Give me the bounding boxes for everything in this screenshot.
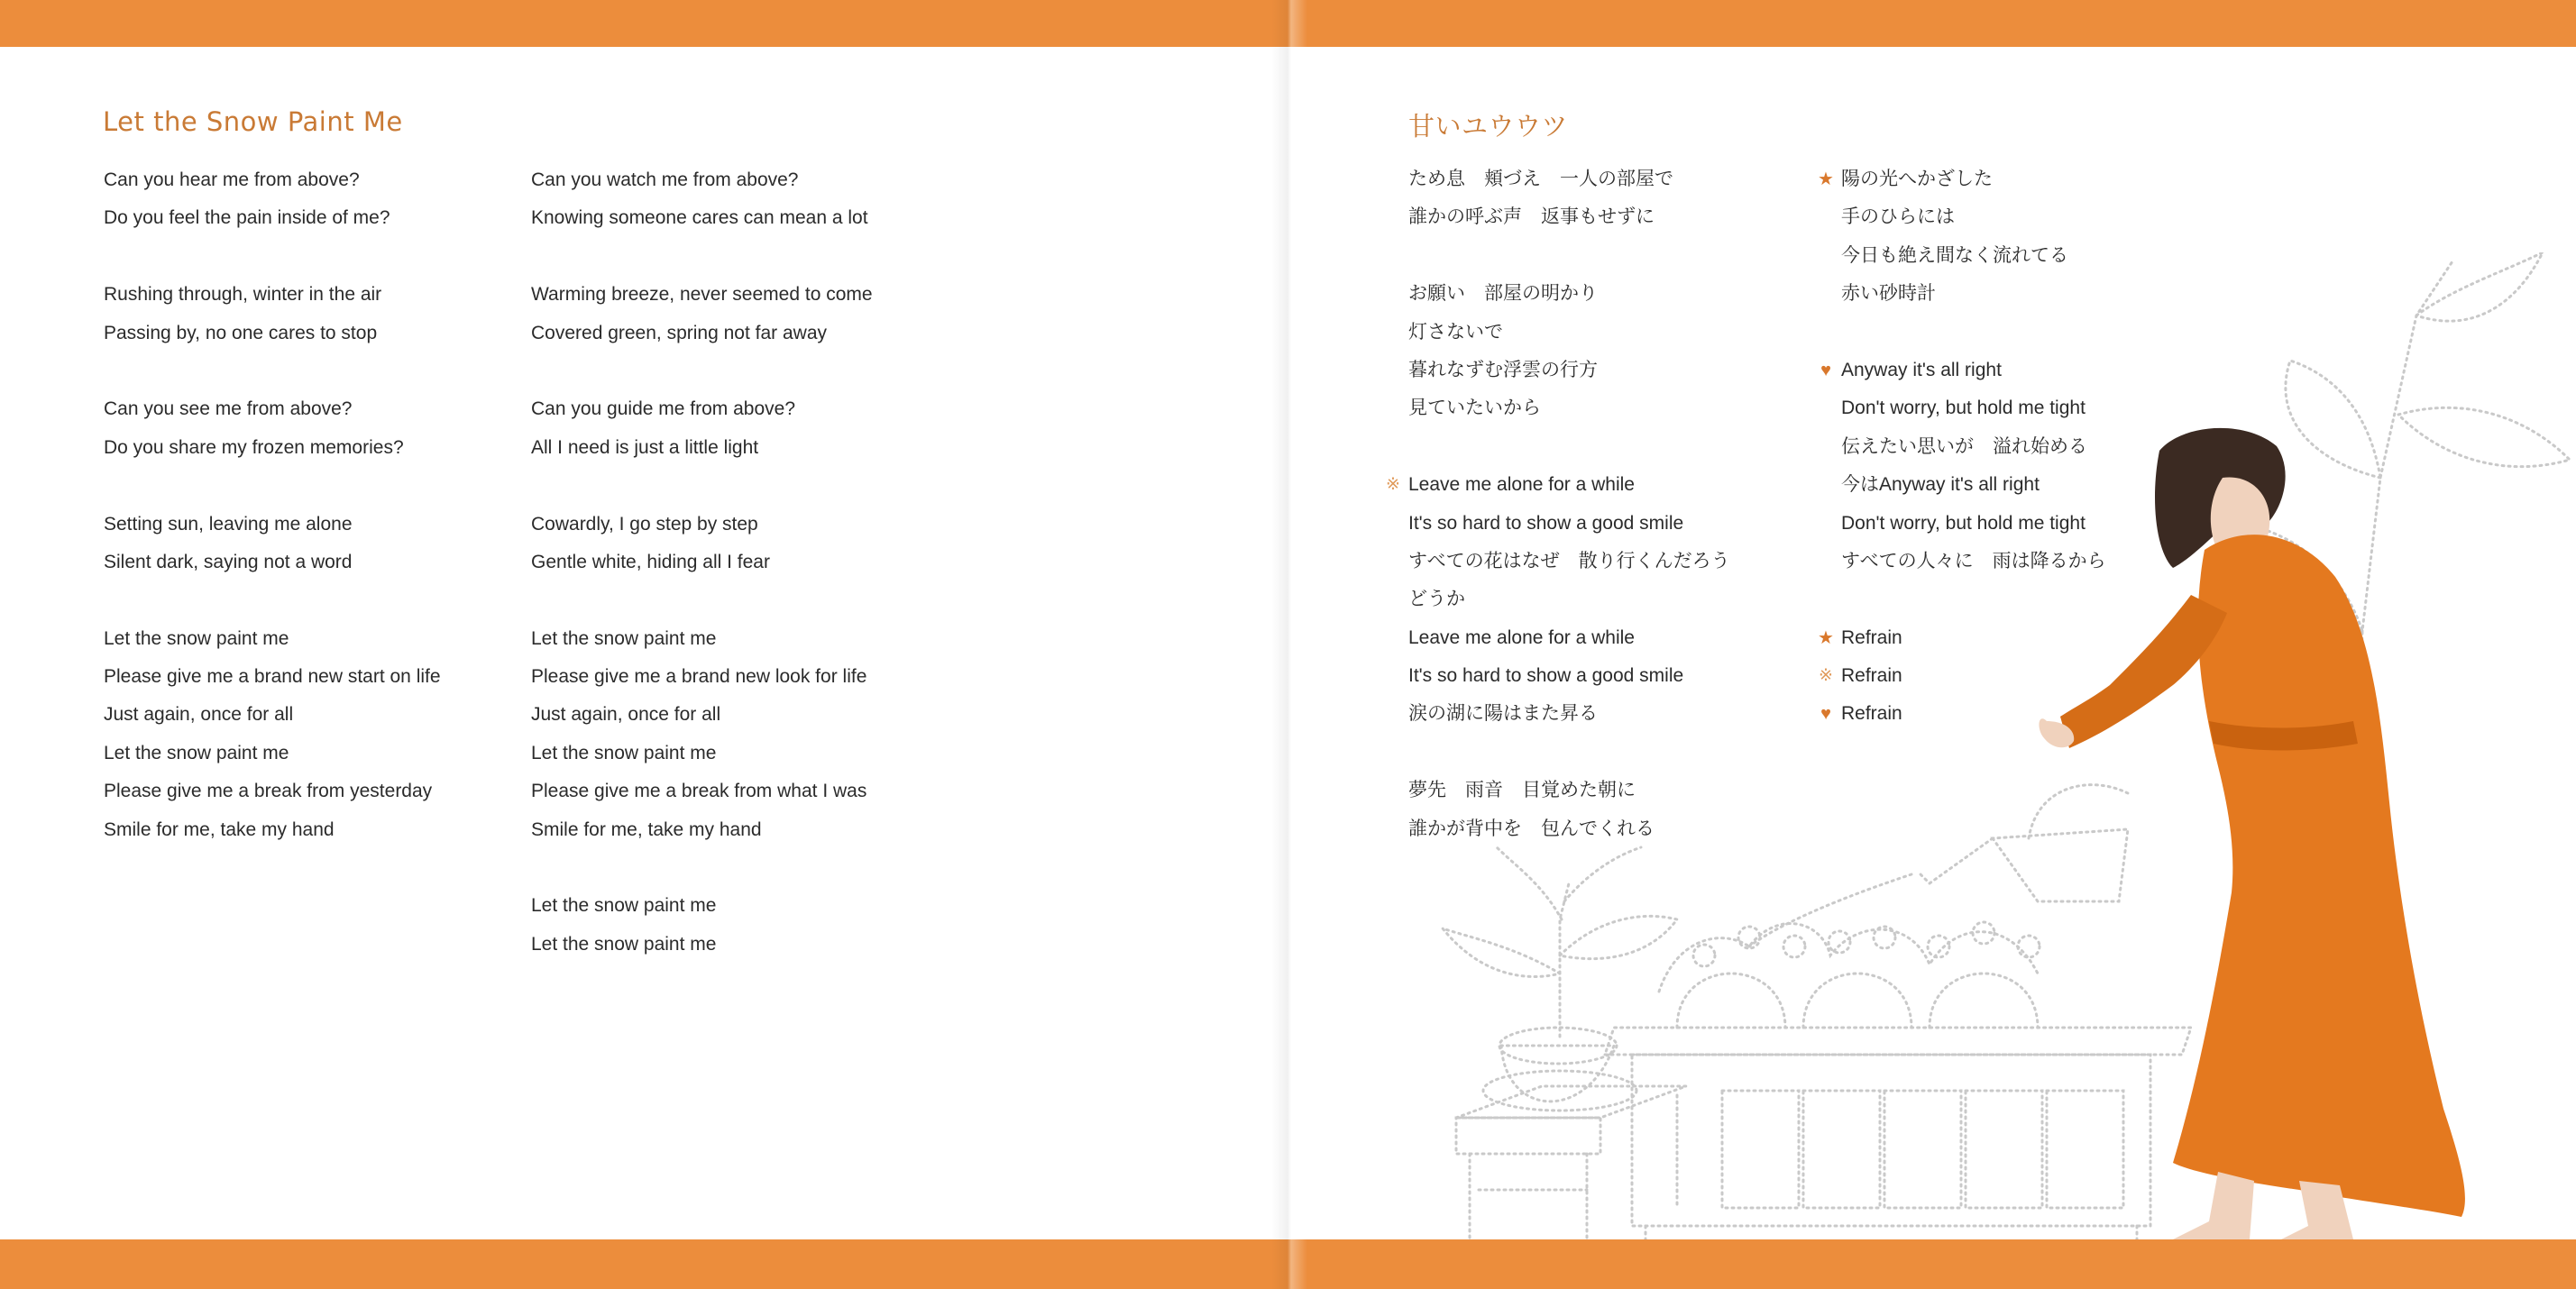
lyric-text: 手のひらには: [1841, 206, 1955, 228]
lyric-text: お願い 部屋の明かり: [1408, 283, 1598, 305]
lyric-text: すべての花はなぜ 散り行くんだろう: [1408, 550, 1730, 571]
stanza-gap: [531, 581, 873, 619]
lyric-line: Let the snow paint me: [531, 933, 717, 955]
star-marker-icon: ★: [1818, 169, 1834, 189]
lyric-text: 見ていたいから: [1408, 398, 1541, 419]
page-fold: [1271, 0, 1307, 1289]
left-song-title: Let the Snow Paint Me: [103, 106, 403, 137]
lyric-text: 赤い砂時計: [1841, 283, 1936, 305]
lyric-line: Setting sun, leaving me alone: [104, 513, 353, 535]
woman-in-orange-robe-photo: [2038, 424, 2576, 1239]
lyric-line: Can you see me from above?: [104, 398, 353, 420]
lyric-text: Refrain: [1841, 665, 1902, 687]
lyric-text: 夢先 雨音 目覚めた朝に: [1408, 780, 1636, 801]
lyric-text: It's so hard to show a good smile: [1408, 512, 1684, 534]
lyric-line: Cowardly, I go step by step: [531, 513, 758, 535]
stanza-gap: [531, 849, 873, 887]
lyric-text: ため息 頬づえ 一人の部屋で: [1408, 169, 1673, 189]
star-marker-icon: ★: [1818, 627, 1834, 648]
lyric-text: 今日も絶え間なく流れてる: [1841, 244, 2068, 266]
lyric-text: Refrain: [1841, 703, 1902, 725]
lyric-text: 灯さないで: [1408, 321, 1503, 343]
stanza-gap: [104, 467, 441, 505]
lyric-text: どうか: [1408, 589, 1465, 610]
asterism-marker-icon: ※: [1386, 475, 1400, 495]
asterism-marker-icon: ※: [1819, 666, 1833, 686]
lyric-line: Let the snow paint me: [531, 627, 717, 649]
lyric-line: Smile for me, take my hand: [104, 818, 335, 840]
lyric-line: Rushing through, winter in the air: [104, 284, 382, 306]
lyric-text: 誰かの呼ぶ声 返事もせずに: [1408, 206, 1655, 228]
stanza-gap: [531, 238, 873, 276]
heart-marker-icon: ♥: [1820, 704, 1831, 725]
lyric-line: Let the snow paint me: [104, 627, 289, 649]
lyric-text: 今はAnyway it's all right: [1841, 474, 2040, 496]
lyric-line: Can you guide me from above?: [531, 398, 796, 420]
lyric-text: 陽の光へかざした: [1841, 169, 1993, 189]
lyric-text: 暮れなずむ浮雲の行方: [1408, 359, 1598, 380]
lyric-line: Just again, once for all: [104, 704, 294, 726]
stanza-gap: [104, 238, 441, 276]
lyric-line: Gentle white, hiding all I fear: [531, 551, 770, 572]
lyric-text: 誰かが背中を 包んでくれる: [1408, 818, 1655, 839]
lyric-line: Can you hear me from above?: [104, 169, 360, 190]
lyric-line: Please give me a brand new start on life: [104, 666, 441, 688]
lyric-text: Leave me alone for a while: [1408, 474, 1635, 496]
heart-marker-icon: ♥: [1820, 360, 1831, 380]
stanza-gap: [104, 581, 441, 619]
left-lyrics-column-1: [104, 161, 441, 849]
lyric-text: It's so hard to show a good smile: [1408, 665, 1684, 687]
lyric-text: 涙の湖に陽はまた昇る: [1408, 703, 1598, 725]
right-song-title: 甘いユウウツ: [1408, 111, 1569, 142]
lyric-line: Silent dark, saying not a word: [104, 551, 353, 572]
lyric-line: Knowing someone cares can mean a lot: [531, 207, 868, 229]
lyric-text: すべての人々に 雨は降るから: [1841, 550, 2106, 571]
lyric-line: Let the snow paint me: [104, 742, 289, 763]
lyric-line: Smile for me, take my hand: [531, 818, 762, 840]
lyric-line: [1818, 160, 2106, 198]
lyric-line: [1408, 160, 1730, 198]
lyric-line: Do you share my frozen memories?: [104, 436, 404, 458]
stanza-gap: [531, 467, 873, 505]
lyric-line: Let the snow paint me: [531, 742, 717, 763]
lyric-text: Don't worry, but hold me tight: [1841, 512, 2086, 534]
lyric-line: Can you watch me from above?: [531, 169, 799, 190]
lyric-line: Do you feel the pain inside of me?: [104, 207, 390, 229]
lyric-line: Please give me a brand new look for life: [531, 666, 867, 688]
lyric-line: Please give me a break from what I was: [531, 781, 867, 802]
lyric-line: Warming breeze, never seemed to come: [531, 284, 873, 306]
stanza-gap: [531, 352, 873, 390]
stanza-gap: [104, 352, 441, 390]
lyric-text: 伝えたい思いが 溢れ始める: [1841, 435, 2087, 457]
lyric-line: Please give me a break from yesterday: [104, 781, 433, 802]
lyric-text: Anyway it's all right: [1841, 359, 2002, 380]
lyric-text: Leave me alone for a while: [1408, 626, 1635, 648]
left-lyrics-column-2: [531, 161, 873, 964]
lyric-line: Just again, once for all: [531, 704, 721, 726]
lyric-text: Refrain: [1841, 626, 1902, 648]
lyric-text: Don't worry, but hold me tight: [1841, 398, 2086, 419]
lyric-line: [1841, 198, 2106, 236]
lyric-line: Covered green, spring not far away: [531, 322, 828, 343]
lyric-line: Let the snow paint me: [531, 895, 717, 917]
lyric-line: Passing by, no one cares to stop: [104, 322, 378, 343]
lyric-line: [1408, 198, 1730, 236]
lyric-line: All I need is just a little light: [531, 436, 759, 458]
